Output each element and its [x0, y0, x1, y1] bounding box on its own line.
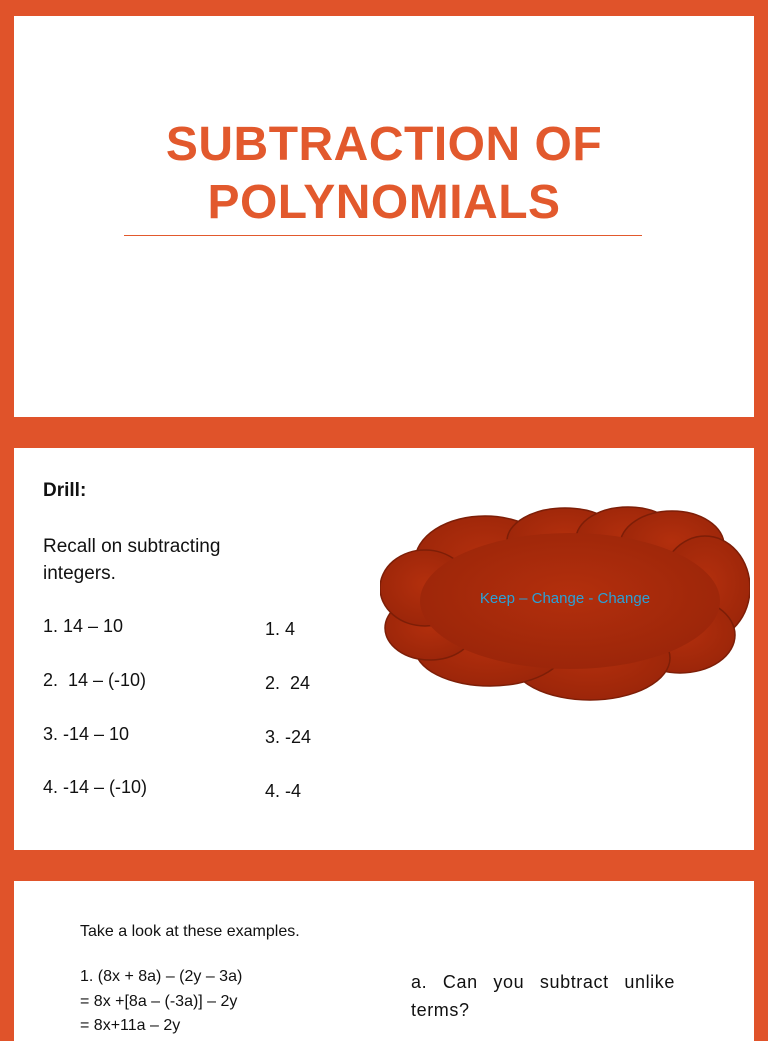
drill-answer-2: 2. 24	[265, 673, 311, 693]
examples-slide	[14, 881, 754, 1041]
drill-problem-1: 1. 14 – 10	[43, 616, 124, 636]
drill-answer-4: 4. -4	[265, 781, 302, 801]
drill-slide	[14, 448, 754, 850]
example-line-2: = 8x +[8a – (-3a)] – 2y	[80, 993, 238, 1010]
drill-problem-3: 3. -14 – 10	[43, 724, 130, 744]
drill-heading: Drill:	[43, 480, 87, 501]
drill-problem-4: 4. -14 – (-10)	[43, 777, 148, 797]
title-underline	[124, 235, 642, 236]
cloud-label: Keep – Change - Change	[479, 590, 651, 607]
examples-intro: Take a look at these examples.	[80, 923, 300, 940]
example-line-3: = 8x+11a – 2y	[80, 1017, 181, 1034]
title-slide	[14, 16, 754, 417]
drill-answer-3: 3. -24	[265, 727, 312, 747]
slide-title	[14, 116, 754, 232]
example-line-1: 1. (8x + 8a) – (2y – 3a)	[80, 968, 243, 985]
drill-answer-1: 1. 4	[265, 619, 296, 639]
title-line-1: SUBTRACTION OF	[165, 118, 603, 171]
question-text: a. Can you subtract unlike terms?	[411, 972, 675, 1020]
drill-intro: Recall on subtracting integers.	[43, 536, 221, 584]
drill-problem-2: 2. 14 – (-10)	[43, 670, 147, 690]
title-line-2: POLYNOMIALS	[207, 176, 561, 229]
